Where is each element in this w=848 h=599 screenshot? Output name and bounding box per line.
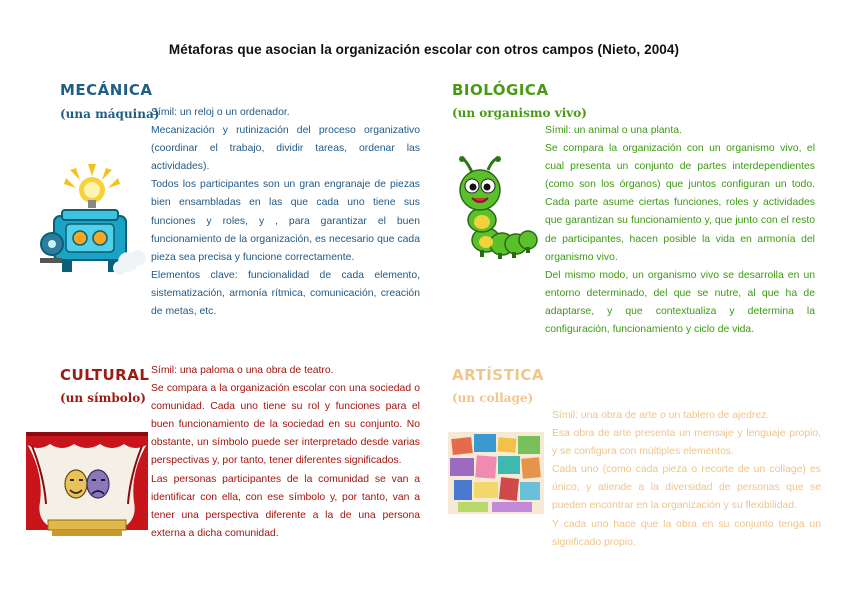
collage-illustration — [448, 432, 544, 514]
section-subtitle-artistica: (un collage) — [452, 391, 534, 405]
section-title-biologica: BIOLÓGICA — [452, 81, 549, 99]
paragraph: Símil: un animal o una planta. — [545, 125, 682, 136]
paragraph: Cada uno (como cada pieza o recorte de un collage) es único, y atiende a la diversidad de personas que se pueden encontrar en la organización y su flexibilidad. — [552, 464, 821, 512]
paragraph: Símil: una obra de arte o un tablero de ajedrez. — [552, 410, 770, 421]
section-subtitle-biologica: (un organismo vivo) — [452, 106, 587, 120]
paragraph: Las personas participantes de la comunidad se van a identificar con ella, con ese símbolo y, por tanto, van a tener una perspectiva diferente a la de una persona externa a dicha comunidad. — [151, 473, 420, 539]
section-title-artistica: ARTÍSTICA — [452, 366, 545, 384]
paragraph: Mecanización y rutinización del proceso organizativo (coordinar el trabajo, dividir tareas, ordenar las actividades). — [151, 125, 420, 173]
section-title-cultural: CULTURAL — [60, 366, 150, 384]
section-text-biologica — [545, 122, 815, 339]
paragraph: Símil: un reloj o un ordenador. — [151, 107, 290, 118]
paragraph: Del mismo modo, un organismo vivo se desarrolla en un entorno determinado, del que se nutre, al que ha de adaptarse, y que contextualiza y determina la configuración, funcionamiento y ciclo de vida. — [545, 269, 815, 336]
paragraph: Y cada uno hace que la obra en su conjunto tenga un significado propio. — [552, 518, 821, 548]
section-text-artistica — [552, 407, 821, 552]
section-title-mecanica: MECÁNICA — [60, 81, 153, 99]
paragraph: Elementos clave: funcionalidad de cada elemento, sistematización, armonía rítmica, comunicación, creación de metas, etc. — [151, 269, 420, 318]
section-subtitle-cultural: (un símbolo) — [60, 391, 146, 405]
machine-illustration — [36, 160, 148, 284]
paragraph: Símil: una paloma o una obra de teatro. — [151, 365, 334, 376]
paragraph: Se compara a la organización escolar con una sociedad o comunidad. Cada uno tiene su rol y funciones para el buen funcionamiento de la sociedad en su conjunto. No obstante, un símbolo puede ser interpretado desde varias perspectivas y, por tanto, tener diferentes significados. — [151, 383, 420, 467]
section-text-mecanica — [151, 104, 420, 321]
section-text-cultural — [151, 362, 420, 543]
paragraph: Esa obra de arte presenta un mensaje y lenguaje propio, y se configura con múltiples elementos. — [552, 428, 821, 458]
section-subtitle-mecanica: (una máquina) — [60, 107, 160, 121]
theater-stage-illustration — [26, 432, 148, 538]
page-title: Métaforas que asocian la organización escolar con otros campos (Nieto, 2004) — [168, 42, 680, 57]
paragraph: Todos los participantes son un gran engranaje de piezas bien ensambladas en las que cada uno tiene sus funciones y roles, y , para garantizar el buen funcionamiento de la organización, es necesario que cada pieza sea precisa y funcione correctamente. — [151, 179, 420, 263]
caterpillar-illustration — [452, 156, 538, 260]
paragraph: Se compara la organización con un organismo vivo, el cual presenta un conjunto de partes interdependientes (como son los órganos) que juntos configuran un todo. Cada parte asume ciertas funciones, roles y actividades que garantizan su funcionamiento y, que junto con el resto de participantes, hacen posible la vida en armonía del organismo vivo. — [545, 143, 815, 263]
